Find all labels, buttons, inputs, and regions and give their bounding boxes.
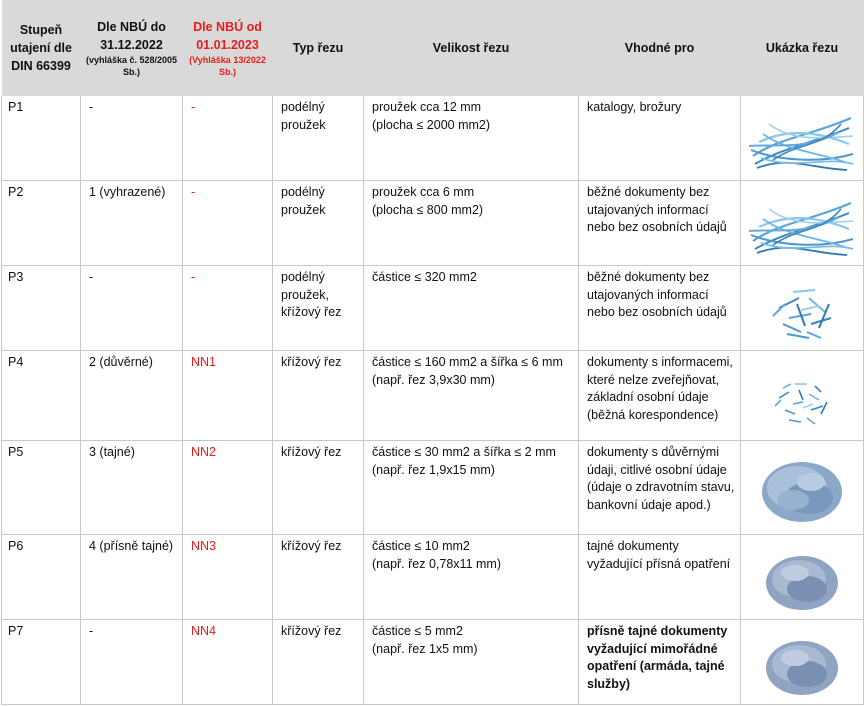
header-cut-type: Typ řezu — [273, 0, 364, 96]
cell-old-nbu: - — [81, 620, 183, 705]
cut-size-line: částice ≤ 160 mm2 a šířka ≤ 6 mm — [372, 355, 563, 369]
fine-particles-icon — [749, 537, 855, 617]
header-level: Stupeň utajení dle DIN 66399 — [2, 0, 81, 96]
strips-icon — [749, 183, 855, 263]
cell-new-nbu: NN1 — [183, 351, 273, 441]
cut-size-note: (plocha ≤ 800 mm2) — [372, 202, 484, 217]
cell-new-nbu: NN3 — [183, 535, 273, 620]
cell-old-nbu: 1 (vyhrazené) — [81, 181, 183, 266]
cut-size-line: částice ≤ 10 mm2 — [372, 539, 470, 553]
cell-cut-size — [364, 535, 579, 620]
cut-size-line: proužek cca 12 mm — [372, 100, 482, 114]
strip-pieces-icon — [749, 268, 855, 348]
cell-sample — [741, 351, 864, 441]
table-row — [2, 535, 864, 620]
cell-cut-type: křížový řez — [273, 535, 364, 620]
header-sample: Ukázka řezu — [741, 0, 864, 96]
cell-level: P2 — [2, 181, 81, 266]
strips-icon — [749, 98, 855, 178]
cell-sample — [741, 441, 864, 535]
cell-level: P3 — [2, 266, 81, 351]
cell-suitable: běžné dokumenty bez utajovaných informací nebo bez osobních údajů — [579, 181, 741, 266]
cut-size-note: (např. řez 1x5 mm) — [372, 641, 478, 656]
cell-cut-size — [364, 441, 579, 535]
cell-suitable: běžné dokumenty bez utajovaných informací nebo bez osobních údajů — [579, 266, 741, 351]
cut-size-note: (plocha ≤ 2000 mm2) — [372, 117, 491, 132]
cell-suitable: dokumenty s informacemi, které nelze zveřejňovat, základní osobní údaje (běžná korespondence) — [579, 351, 741, 441]
cell-old-nbu: 3 (tajné) — [81, 441, 183, 535]
particles-icon — [749, 448, 855, 528]
cell-level: P6 — [2, 535, 81, 620]
cell-cut-size — [364, 96, 579, 181]
cell-suitable: katalogy, brožury — [579, 96, 741, 181]
fine-particles-icon — [749, 622, 855, 702]
cell-cut-size — [364, 181, 579, 266]
shredder-security-table — [1, 0, 864, 705]
cell-level: P5 — [2, 441, 81, 535]
cell-cut-type: křížový řez — [273, 441, 364, 535]
table-header-row — [2, 0, 864, 96]
cell-old-nbu: - — [81, 266, 183, 351]
cell-old-nbu: 2 (důvěrné) — [81, 351, 183, 441]
cut-size-note: (např. řez 3,9x30 mm) — [372, 372, 495, 387]
cell-level: P4 — [2, 351, 81, 441]
table-row — [2, 351, 864, 441]
cell-cut-size — [364, 620, 579, 705]
cut-size-line: proužek cca 6 mm — [372, 185, 475, 199]
cell-new-nbu: NN4 — [183, 620, 273, 705]
table-row — [2, 96, 864, 181]
cell-new-nbu: NN2 — [183, 441, 273, 535]
cell-cut-type: křížový řez — [273, 351, 364, 441]
header-old-nbu-title: Dle NBÚ do 31.12.2022 — [97, 19, 166, 52]
header-old-nbu-note: (vyhláška č. 528/2005 Sb.) — [85, 54, 178, 77]
cell-cut-size — [364, 351, 579, 441]
cut-size-note: (např. řez 1,9x15 mm) — [372, 462, 495, 477]
cross-cut-icon — [749, 356, 855, 436]
header-cut-size: Velikost řezu — [364, 0, 579, 96]
cell-sample — [741, 181, 864, 266]
cell-new-nbu: - — [183, 96, 273, 181]
table-row — [2, 181, 864, 266]
header-old-nbu — [81, 0, 183, 96]
cell-level: P7 — [2, 620, 81, 705]
cell-new-nbu: - — [183, 181, 273, 266]
cell-cut-type: podélný proužek — [273, 181, 364, 266]
cell-suitable: přísně tajné dokumenty vyžadující mimořádné opatření (armáda, tajné služby) — [579, 620, 741, 705]
header-new-nbu-title: Dle NBÚ od 01.01.2023 — [193, 19, 262, 52]
cell-level: P1 — [2, 96, 81, 181]
cell-old-nbu: - — [81, 96, 183, 181]
cut-size-line: částice ≤ 320 mm2 — [372, 270, 477, 284]
cut-size-note: (např. řez 0,78x11 mm) — [372, 556, 501, 571]
cell-suitable: tajné dokumenty vyžadující přísná opatření — [579, 535, 741, 620]
cell-new-nbu: - — [183, 266, 273, 351]
cell-old-nbu: 4 (přísně tajné) — [81, 535, 183, 620]
table-row — [2, 441, 864, 535]
cell-cut-size — [364, 266, 579, 351]
cell-sample — [741, 96, 864, 181]
cell-cut-type: podélný proužek — [273, 96, 364, 181]
cell-sample — [741, 266, 864, 351]
cell-sample — [741, 535, 864, 620]
cell-cut-type: podélný proužek, křížový řez — [273, 266, 364, 351]
cut-size-line: částice ≤ 5 mm2 — [372, 624, 463, 638]
cut-size-line: částice ≤ 30 mm2 a šířka ≤ 2 mm — [372, 445, 556, 459]
header-new-nbu-note: (Vyhláška 13/2022 Sb.) — [189, 54, 266, 77]
cell-sample — [741, 620, 864, 705]
table-row — [2, 266, 864, 351]
header-suitable: Vhodné pro — [579, 0, 741, 96]
header-new-nbu — [183, 0, 273, 96]
cell-suitable: dokumenty s důvěrnými údaji, citlivé osobní údaje (údaje o zdravotním stavu, bankovní údaje apod.) — [579, 441, 741, 535]
table-row — [2, 620, 864, 705]
cell-cut-type: křížový řez — [273, 620, 364, 705]
